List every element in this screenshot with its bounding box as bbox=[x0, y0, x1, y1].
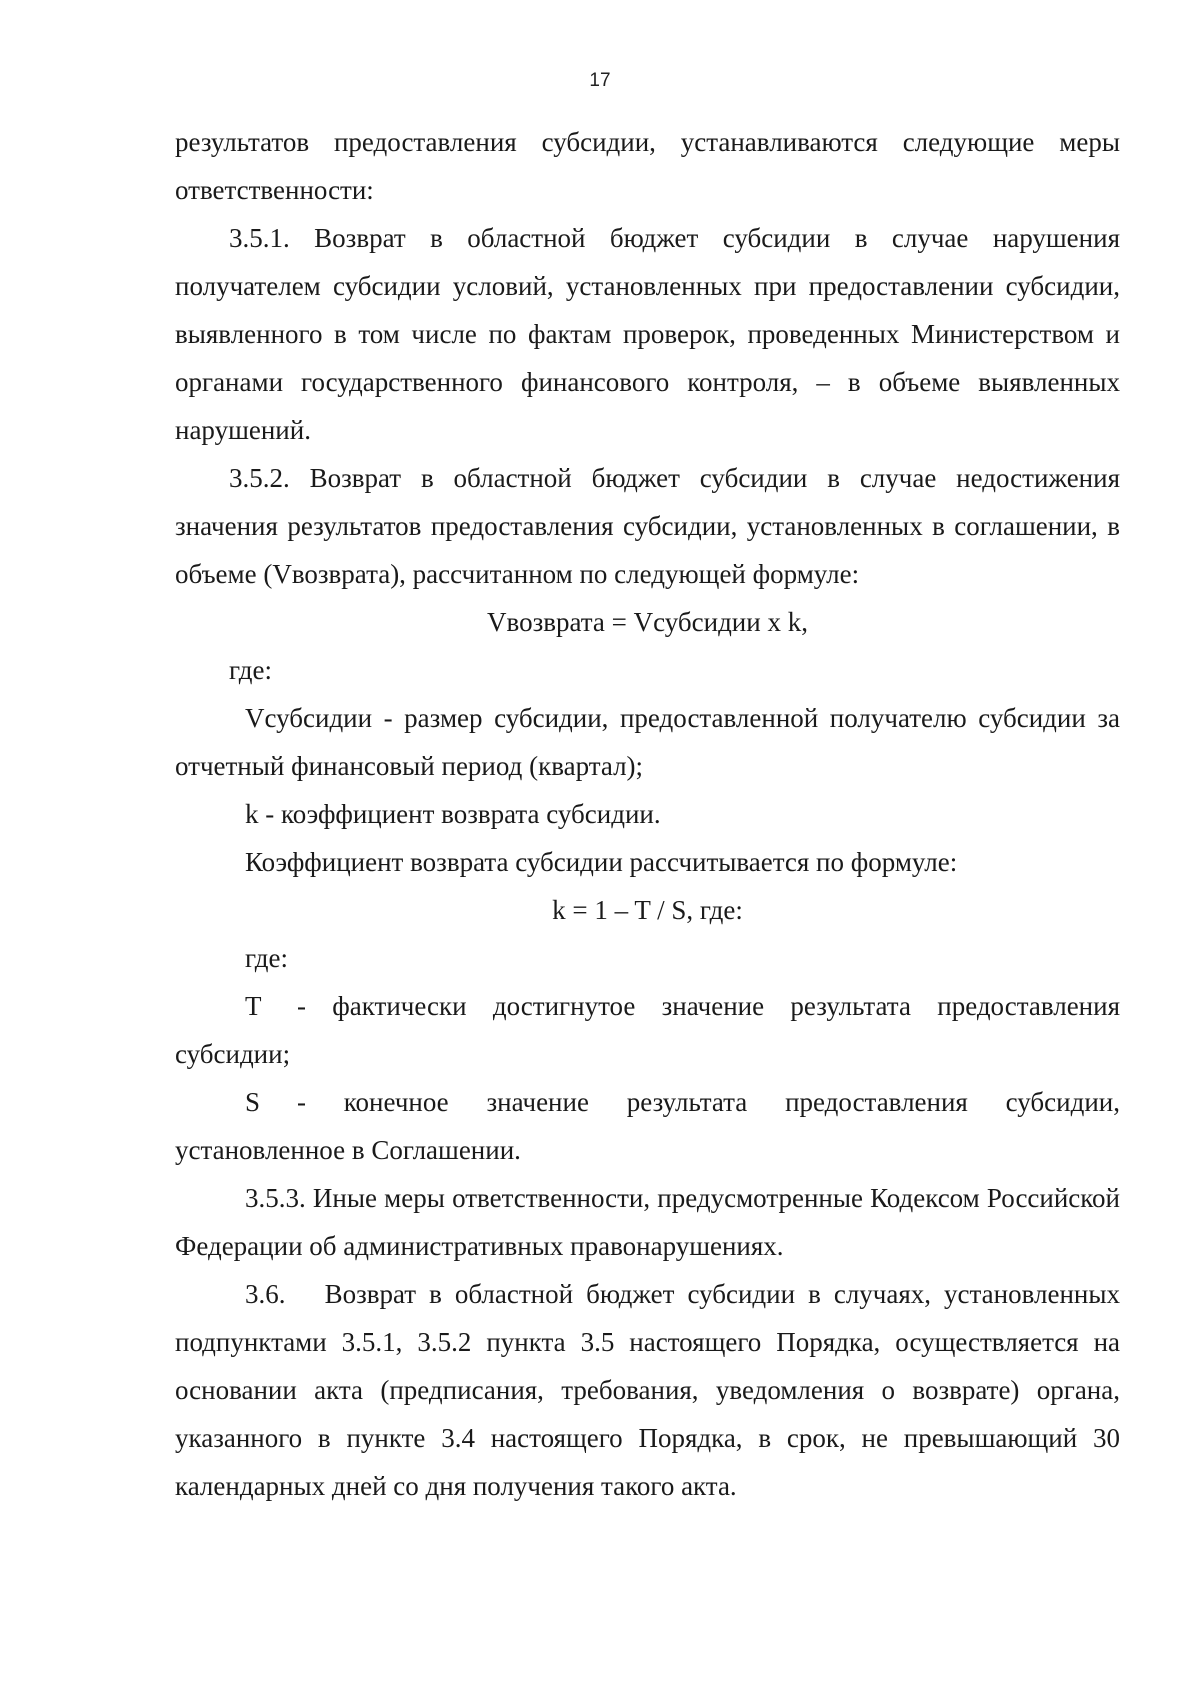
document-body bbox=[175, 118, 1127, 1510]
definition-t bbox=[175, 982, 1120, 1078]
where-label-2: где: bbox=[245, 943, 288, 973]
symbol-t: T bbox=[245, 991, 262, 1021]
paragraph-3-5-1: 3.5.1. Возврат в областной бюджет субсидии в случае нарушения получателем субсидии условий, установленных при предоставлении субсидии, выявленного в том числе по фактам проверок, проведенных Министерством и органами государственного финансового контроля, – в объеме выявленных нарушений. bbox=[175, 223, 1120, 445]
definition-s bbox=[175, 1078, 1120, 1174]
symbol-s: S bbox=[245, 1087, 261, 1117]
formula-coefficient: k = 1 – T / S, где: bbox=[552, 895, 743, 925]
formula-return-volume: Vвозврата = Vсубсидии x k, bbox=[487, 607, 808, 637]
definition-t-text: - фактически достигнутое значение результата предоставления субсидии; bbox=[175, 991, 1120, 1069]
where-label: где: bbox=[229, 655, 272, 685]
paragraph-continuation: результатов предоставления субсидии, устанавливаются следующие меры ответственности: bbox=[175, 127, 1120, 205]
page-number: 17 bbox=[589, 70, 611, 91]
definition-s-text: - конечное значение результата предоставления субсидии, установленное в Соглашении. bbox=[175, 1087, 1120, 1165]
coefficient-intro: Коэффициент возврата субсидии рассчитывается по формуле: bbox=[245, 847, 958, 877]
paragraph-3-5-2: 3.5.2. Возврат в областной бюджет субсидии в случае недостижения значения результатов предоставления субсидии, установленных в соглашении, в объеме (Vвозврата), рассчитанном по следующей формуле: bbox=[175, 463, 1120, 589]
paragraph-3-6: 3.6. Возврат в областной бюджет субсидии в случаях, установленных подпунктами 3.5.1, 3.5.2 пункта 3.5 настоящего Порядка, осуществляется на основании акта (предписания, требования, уведомления о возврате) органа, указанного в пункте 3.4 настоящего Порядка, в срок, не превышающий 30 календарных дней со дня получения такого акта. bbox=[175, 1279, 1127, 1501]
definition-v-subsidy: Vсубсидии - размер субсидии, предоставленной получателю субсидии за отчетный финансовый период (квартал); bbox=[175, 703, 1120, 781]
definition-k: k - коэффициент возврата субсидии. bbox=[245, 799, 661, 829]
paragraph-3-5-3: 3.5.3. Иные меры ответственности, предусмотренные Кодексом Российской Федерации об административных правонарушениях. bbox=[175, 1183, 1120, 1261]
